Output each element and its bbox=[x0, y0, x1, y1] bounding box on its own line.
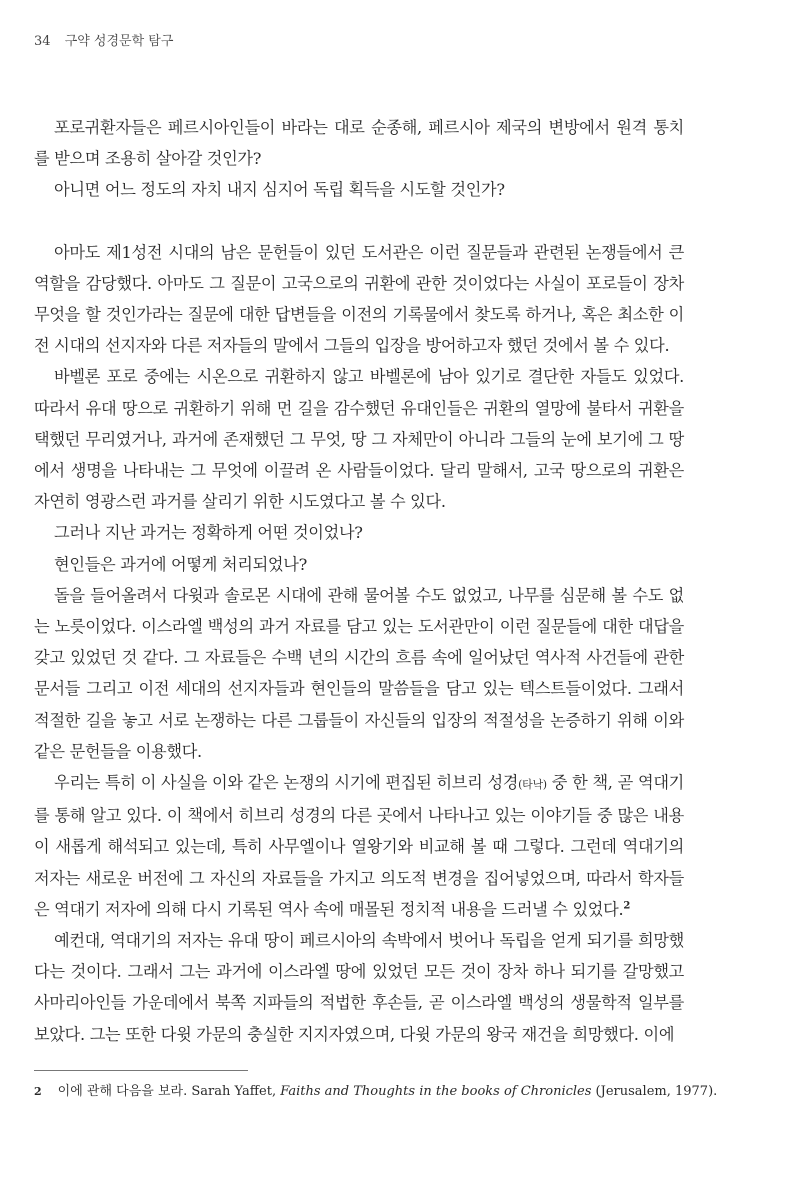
running-header bbox=[34, 30, 173, 49]
page-number: 34 bbox=[34, 34, 51, 49]
paragraph: 현인들은 과거에 어떻게 처리되었나? bbox=[54, 554, 307, 574]
footnote-divider bbox=[34, 1070, 248, 1071]
paragraph-text: 중 한 책, 곧 역대기를 통해 알고 있다. 이 책에서 히브리 성경의 다른 곳에서 나타나고 있는 이야기들 중 많은 내용이 새롭게 해석되고 있는데, 특히 사무엘이나 열왕기와 비교해 볼 때 그렇다. 그런데 역대기의 저자는 새로운 버전에 그 자신의 자료들을 가지고 의도적 변경을 집어넣었으며, 따라서 학자들은 역대기 저자에 의해 다시 기록된 역사 속에 매몰된 정치적 내용을 드러낼 수 있었다. bbox=[34, 773, 685, 919]
paragraph: 아니면 어느 정도의 자치 내지 심지어 독립 획득을 시도할 것인가? bbox=[54, 180, 505, 200]
body-text bbox=[34, 112, 684, 1050]
paragraph: 포로귀환자들은 페르시아인들이 바라는 대로 순종해, 페르시아 제국의 변방에서 원격 통치를 받으며 조용히 살아갈 것인가? bbox=[34, 118, 684, 169]
footnote bbox=[34, 1083, 754, 1101]
tanakh-note: (타낙) bbox=[518, 778, 547, 792]
paragraph: 바벨론 포로 중에는 시온으로 귀환하지 않고 바벨론에 남아 있기로 결단한 자들도 있었다. 따라서 유대 땅으로 귀환하기 위해 먼 길을 감수했던 유대인들은 귀환의 열망에 불타서 귀환을 택했던 무리였거나, 과거에 존재했던 그 무엇, 땅 그 자체만이 아니라 그들의 눈에 보기에 그 땅에서 생명을 나타내는 그 무엇에 이끌려 온 사람들이었다. 달리 말해서, 고국 땅으로의 귀환은 자연히 영광스런 과거를 살리기 위한 시도였다고 볼 수 있다. bbox=[34, 367, 684, 512]
footnote-reference[interactable]: 2 bbox=[623, 900, 630, 912]
footnote-number: 2 bbox=[34, 1085, 42, 1098]
footnote-citation: (Jerusalem, 1977). bbox=[591, 1084, 718, 1099]
running-title: 구약 성경문학 탐구 bbox=[64, 34, 174, 49]
paragraph: 예컨대, 역대기의 저자는 유대 땅이 페르시아의 속박에서 벗어나 독립을 얻게 되기를 희망했다는 것이다. 그래서 그는 과거에 이스라엘 땅에 있었던 모든 것이 장차 하나 되기를 갈망했고 사마리아인들 가운데에서 북쪽 지파들의 적법한 후손들, 곧 이스라엘 백성의 생물학적 일부를 보았다. 그는 또한 다윗 가문의 충실한 지지자였으며, 다윗 가문의 왕국 재건을 희망했다. 이에 bbox=[34, 931, 684, 1044]
footnote-text: 이에 관해 다음을 보라. Sarah Yaffet, bbox=[57, 1084, 281, 1099]
paragraph bbox=[34, 767, 684, 925]
paragraph: 아마도 제1성전 시대의 남은 문헌들이 있던 도서관은 이런 질문들과 관련된 논쟁들에서 큰 역할을 감당했다. 아마도 그 질문이 고국으로의 귀환에 관한 것이었다는 사실이 포로들이 장차 무엇을 할 것인가라는 질문에 대한 답변들을 이전의 기록물에서 찾도록 하거나, 혹은 최소한 이전 시대의 선지자와 다른 저자들의 말에서 그들의 입장을 방어하고자 했던 것에서 볼 수 있다. bbox=[34, 242, 684, 356]
paragraph: 돌을 들어올려서 다윗과 솔로몬 시대에 관해 물어볼 수도 없었고, 나무를 심문해 볼 수도 없는 노릇이었다. 이스라엘 백성의 과거 자료를 담고 있는 도서관만이 이런 질문들에 대한 대답을 갖고 있었던 것 같다. 그 자료들은 수백 년의 시간의 흐름 속에 일어났던 역사적 사건들에 관한 문서들 그리고 이전 세대의 선지자들과 현인들의 말씀들을 담고 있는 텍스트들이었다. 그래서 적절한 길을 놓고 서로 논쟁하는 다른 그룹들이 자신들의 입장의 적절성을 논증하기 위해 이와 같은 문헌들을 이용했다. bbox=[34, 585, 684, 761]
footnote-book-title: Faiths and Thoughts in the books of Chronicles bbox=[280, 1084, 592, 1099]
paragraph: 그러나 지난 과거는 정확하게 어떤 것이었나? bbox=[54, 523, 363, 543]
paragraph-text: 우리는 특히 이 사실을 이와 같은 논쟁의 시기에 편집된 히브리 성경 bbox=[54, 773, 519, 793]
